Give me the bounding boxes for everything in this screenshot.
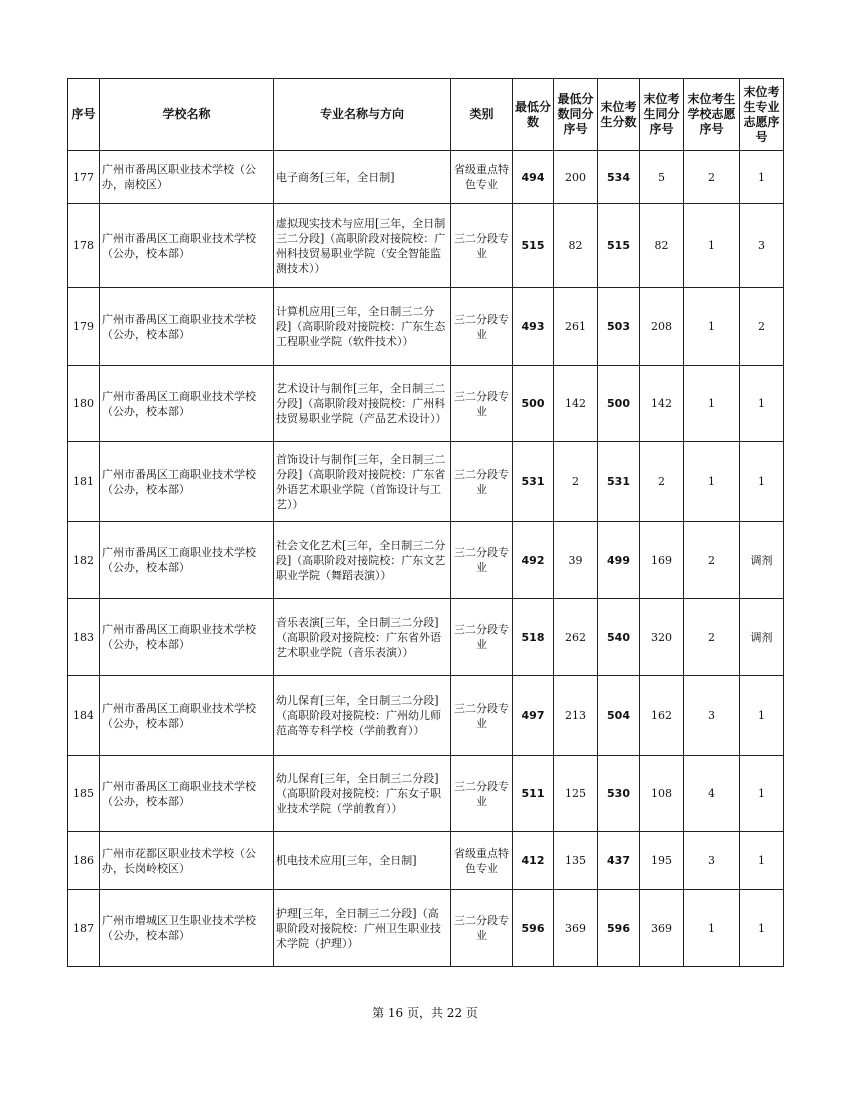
row-category: 三二分段专业 bbox=[451, 522, 513, 599]
header-last-rank: 末位考生同分序号 bbox=[640, 79, 684, 151]
header-min-score: 最低分数 bbox=[513, 79, 554, 151]
row-min-rank: 2 bbox=[554, 442, 598, 522]
row-school-pref: 1 bbox=[684, 366, 740, 442]
row-min-score: 497 bbox=[513, 676, 554, 756]
header-last-score: 末位考生分数 bbox=[598, 79, 640, 151]
row-seq: 177 bbox=[68, 151, 100, 204]
row-category: 三二分段专业 bbox=[451, 288, 513, 366]
row-seq: 183 bbox=[68, 599, 100, 676]
row-last-score: 437 bbox=[598, 832, 640, 890]
header-school: 学校名称 bbox=[100, 79, 274, 151]
row-school-pref: 3 bbox=[684, 676, 740, 756]
row-last-score: 504 bbox=[598, 676, 640, 756]
row-min-rank: 125 bbox=[554, 756, 598, 832]
row-last-rank: 108 bbox=[640, 756, 684, 832]
row-major-pref: 3 bbox=[740, 204, 784, 288]
header-major: 专业名称与方向 bbox=[274, 79, 451, 151]
row-last-score: 534 bbox=[598, 151, 640, 204]
row-seq: 178 bbox=[68, 204, 100, 288]
row-school-pref: 1 bbox=[684, 204, 740, 288]
row-major: 护理[三年，全日制三二分段]（高职阶段对接院校：广州卫生职业技术学院（护理）） bbox=[274, 890, 451, 967]
header-seq: 序号 bbox=[68, 79, 100, 151]
row-last-score: 540 bbox=[598, 599, 640, 676]
row-major: 机电技术应用[三年，全日制] bbox=[274, 832, 451, 890]
table-row bbox=[68, 890, 784, 967]
row-min-score: 494 bbox=[513, 151, 554, 204]
row-last-rank: 2 bbox=[640, 442, 684, 522]
row-major-pref: 1 bbox=[740, 442, 784, 522]
row-last-score: 530 bbox=[598, 756, 640, 832]
row-school: 广州市番禺区工商职业技术学校（公办，校本部） bbox=[100, 442, 274, 522]
table-row bbox=[68, 756, 784, 832]
table-row bbox=[68, 151, 784, 204]
row-seq: 182 bbox=[68, 522, 100, 599]
row-major-pref: 1 bbox=[740, 151, 784, 204]
row-min-rank: 39 bbox=[554, 522, 598, 599]
row-last-score: 531 bbox=[598, 442, 640, 522]
table-row bbox=[68, 522, 784, 599]
row-min-score: 531 bbox=[513, 442, 554, 522]
row-major: 首饰设计与制作[三年，全日制三二分段]（高职阶段对接院校：广东省外语艺术职业学院（首饰设计与工艺）） bbox=[274, 442, 451, 522]
row-min-score: 515 bbox=[513, 204, 554, 288]
row-min-rank: 261 bbox=[554, 288, 598, 366]
header-min-rank: 最低分数同分序号 bbox=[554, 79, 598, 151]
row-min-score: 596 bbox=[513, 890, 554, 967]
row-last-rank: 82 bbox=[640, 204, 684, 288]
row-last-score: 499 bbox=[598, 522, 640, 599]
row-last-rank: 195 bbox=[640, 832, 684, 890]
row-school-pref: 1 bbox=[684, 442, 740, 522]
row-major: 幼儿保育[三年，全日制三二分段]（高职阶段对接院校：广东女子职业技术学院（学前教育）） bbox=[274, 756, 451, 832]
table-row bbox=[68, 442, 784, 522]
row-school: 广州市增城区卫生职业技术学校（公办，校本部） bbox=[100, 890, 274, 967]
row-category: 三二分段专业 bbox=[451, 366, 513, 442]
row-school: 广州市番禺区工商职业技术学校（公办，校本部） bbox=[100, 366, 274, 442]
row-school-pref: 1 bbox=[684, 890, 740, 967]
row-major-pref: 调剂 bbox=[740, 522, 784, 599]
row-school-pref: 1 bbox=[684, 288, 740, 366]
row-min-rank: 213 bbox=[554, 676, 598, 756]
row-min-score: 493 bbox=[513, 288, 554, 366]
row-min-score: 412 bbox=[513, 832, 554, 890]
header-last-major-pref: 末位考生专业志愿序号 bbox=[740, 79, 784, 151]
table-row bbox=[68, 366, 784, 442]
row-school-pref: 2 bbox=[684, 151, 740, 204]
row-seq: 185 bbox=[68, 756, 100, 832]
row-seq: 181 bbox=[68, 442, 100, 522]
header-last-school-pref: 末位考生学校志愿序号 bbox=[684, 79, 740, 151]
table-row bbox=[68, 676, 784, 756]
header-row bbox=[68, 79, 784, 151]
row-min-rank: 142 bbox=[554, 366, 598, 442]
table-row bbox=[68, 288, 784, 366]
row-category: 三二分段专业 bbox=[451, 676, 513, 756]
row-min-rank: 82 bbox=[554, 204, 598, 288]
row-major-pref: 调剂 bbox=[740, 599, 784, 676]
row-major: 幼儿保育[三年，全日制三二分段]（高职阶段对接院校：广州幼儿师范高等专科学校（学前教育）） bbox=[274, 676, 451, 756]
row-min-score: 492 bbox=[513, 522, 554, 599]
row-category: 三二分段专业 bbox=[451, 756, 513, 832]
row-min-rank: 135 bbox=[554, 832, 598, 890]
row-seq: 184 bbox=[68, 676, 100, 756]
row-school-pref: 4 bbox=[684, 756, 740, 832]
row-min-rank: 369 bbox=[554, 890, 598, 967]
row-seq: 179 bbox=[68, 288, 100, 366]
row-seq: 187 bbox=[68, 890, 100, 967]
row-major-pref: 1 bbox=[740, 756, 784, 832]
table-row bbox=[68, 832, 784, 890]
row-school: 广州市番禺区工商职业技术学校（公办，校本部） bbox=[100, 756, 274, 832]
row-last-rank: 208 bbox=[640, 288, 684, 366]
row-last-rank: 142 bbox=[640, 366, 684, 442]
row-min-score: 500 bbox=[513, 366, 554, 442]
row-school-pref: 3 bbox=[684, 832, 740, 890]
row-school: 广州市番禺区工商职业技术学校（公办，校本部） bbox=[100, 522, 274, 599]
row-last-rank: 5 bbox=[640, 151, 684, 204]
row-seq: 180 bbox=[68, 366, 100, 442]
row-last-rank: 320 bbox=[640, 599, 684, 676]
row-last-score: 503 bbox=[598, 288, 640, 366]
row-school: 广州市番禺区职业技术学校（公办，南校区） bbox=[100, 151, 274, 204]
row-seq: 186 bbox=[68, 832, 100, 890]
row-major-pref: 1 bbox=[740, 676, 784, 756]
row-school: 广州市番禺区工商职业技术学校（公办，校本部） bbox=[100, 676, 274, 756]
row-major: 艺术设计与制作[三年，全日制三二分段]（高职阶段对接院校：广州科技贸易职业学院（产品艺术设计）） bbox=[274, 366, 451, 442]
row-major: 社会文化艺术[三年，全日制三二分段]（高职阶段对接院校：广东文艺职业学院（舞蹈表演）） bbox=[274, 522, 451, 599]
row-category: 省级重点特色专业 bbox=[451, 832, 513, 890]
row-last-score: 500 bbox=[598, 366, 640, 442]
row-major-pref: 1 bbox=[740, 366, 784, 442]
row-school: 广州市花都区职业技术学校（公办，长岗岭校区） bbox=[100, 832, 274, 890]
row-category: 三二分段专业 bbox=[451, 599, 513, 676]
page-footer: 第 16 页，共 22 页 bbox=[372, 1006, 478, 1020]
row-major-pref: 2 bbox=[740, 288, 784, 366]
row-category: 三二分段专业 bbox=[451, 890, 513, 967]
header-category: 类别 bbox=[451, 79, 513, 151]
row-last-rank: 169 bbox=[640, 522, 684, 599]
row-major: 虚拟现实技术与应用[三年，全日制三二分段]（高职阶段对接院校：广州科技贸易职业学院（安全智能监测技术）） bbox=[274, 204, 451, 288]
row-min-rank: 200 bbox=[554, 151, 598, 204]
row-last-rank: 369 bbox=[640, 890, 684, 967]
admissions-table bbox=[67, 78, 784, 967]
row-major-pref: 1 bbox=[740, 890, 784, 967]
row-min-score: 511 bbox=[513, 756, 554, 832]
row-category: 三二分段专业 bbox=[451, 442, 513, 522]
row-school: 广州市番禺区工商职业技术学校（公办，校本部） bbox=[100, 599, 274, 676]
row-major: 电子商务[三年，全日制] bbox=[274, 151, 451, 204]
row-min-rank: 262 bbox=[554, 599, 598, 676]
row-category: 三二分段专业 bbox=[451, 204, 513, 288]
row-school: 广州市番禺区工商职业技术学校（公办，校本部） bbox=[100, 204, 274, 288]
row-last-score: 596 bbox=[598, 890, 640, 967]
row-major-pref: 1 bbox=[740, 832, 784, 890]
row-major: 音乐表演[三年，全日制三二分段]（高职阶段对接院校：广东省外语艺术职业学院（音乐表演）） bbox=[274, 599, 451, 676]
row-last-rank: 162 bbox=[640, 676, 684, 756]
row-last-score: 515 bbox=[598, 204, 640, 288]
table-row bbox=[68, 204, 784, 288]
row-min-score: 518 bbox=[513, 599, 554, 676]
table-row bbox=[68, 599, 784, 676]
row-school: 广州市番禺区工商职业技术学校（公办，校本部） bbox=[100, 288, 274, 366]
row-school-pref: 2 bbox=[684, 599, 740, 676]
row-school-pref: 2 bbox=[684, 522, 740, 599]
row-category: 省级重点特色专业 bbox=[451, 151, 513, 204]
row-major: 计算机应用[三年，全日制三二分段]（高职阶段对接院校：广东生态工程职业学院（软件技术）） bbox=[274, 288, 451, 366]
